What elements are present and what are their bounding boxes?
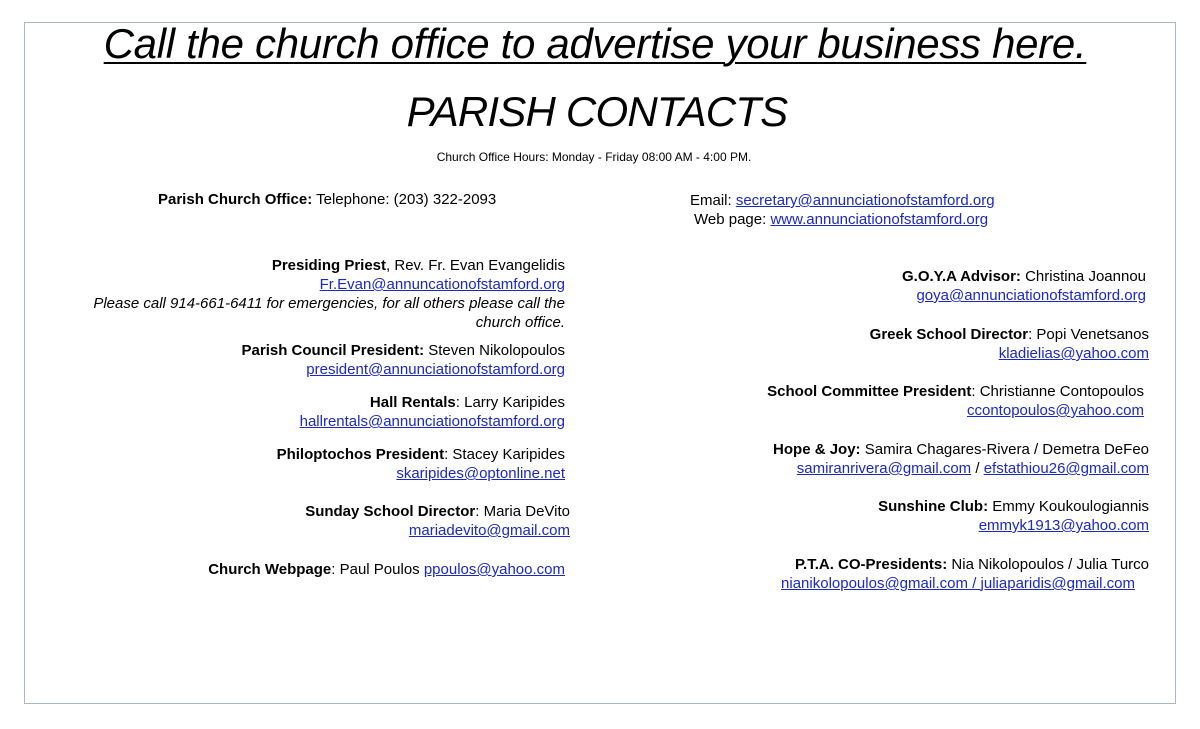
contact-name: : Paul Poulos bbox=[331, 561, 424, 578]
contact-name: : Maria DeVito bbox=[475, 503, 570, 520]
contact-email-link[interactable]: mariadevito@gmail.com bbox=[408, 522, 570, 539]
contact-name: Christina Joannou bbox=[1020, 268, 1146, 285]
contact-email-link[interactable]: skaripides@optonline.net bbox=[396, 465, 565, 482]
contact-email-link[interactable]: Fr.Evan@annuncationofstamford.org bbox=[319, 276, 565, 293]
contact-parish-council bbox=[242, 341, 565, 379]
contact-role: Hope & Joy: bbox=[773, 441, 861, 458]
office-web-link[interactable]: www.annunciationofstamford.org bbox=[770, 211, 989, 228]
office-email-link[interactable]: secretary@annunciationofstamford.org bbox=[735, 192, 995, 209]
contact-name: : Christianne Contopoulos bbox=[971, 383, 1144, 400]
contact-name: Nia Nikolopoulos / Julia Turco bbox=[947, 556, 1149, 573]
contact-name: , Rev. Fr. Evan Evangelidis bbox=[386, 257, 565, 274]
contact-email-link[interactable]: hallrentals@annunciationofstamford.org bbox=[299, 413, 565, 430]
office-phone-line bbox=[158, 190, 496, 209]
contact-church-webpage bbox=[208, 560, 565, 579]
email-separator: / bbox=[971, 460, 984, 477]
contact-name: : Larry Karipides bbox=[455, 394, 565, 411]
contact-role: Greek School Director bbox=[869, 326, 1029, 343]
office-label: Parish Church Office: bbox=[158, 191, 313, 208]
contact-role: Presiding Priest bbox=[271, 257, 387, 274]
contact-sunday-school bbox=[305, 502, 570, 540]
contact-role: Philoptochos President bbox=[276, 446, 445, 463]
contact-role: P.T.A. CO-Presidents: bbox=[794, 556, 948, 573]
contact-role: Church Webpage bbox=[208, 561, 332, 578]
contact-greek-school bbox=[870, 325, 1149, 363]
office-phone: Telephone: (203) 322-2093 bbox=[312, 191, 497, 208]
contact-name: : Stacey Karipides bbox=[444, 446, 565, 463]
contact-role: School Committee President bbox=[767, 383, 972, 400]
contact-name: : Popi Venetsanos bbox=[1028, 326, 1149, 343]
contact-role: Hall Rentals bbox=[369, 394, 456, 411]
contact-email-link[interactable]: samiranrivera@gmail.com bbox=[796, 460, 972, 477]
office-email-label: Email: bbox=[690, 192, 736, 209]
office-web-label: Web page: bbox=[694, 211, 771, 228]
contact-name: Samira Chagares-Rivera / Demetra DeFeo bbox=[860, 441, 1149, 458]
contact-philoptochos bbox=[277, 445, 565, 483]
email-separator: / bbox=[968, 575, 981, 592]
contact-presiding-priest bbox=[93, 256, 565, 332]
office-web-line bbox=[694, 210, 988, 229]
contact-email-link[interactable]: nianikolopoulos@gmail.com bbox=[781, 575, 969, 592]
contact-sunshine-club bbox=[878, 497, 1149, 535]
contact-email-link[interactable]: kladielias@yahoo.com bbox=[998, 345, 1149, 362]
contact-email-link[interactable]: ccontopoulos@yahoo.com bbox=[967, 402, 1144, 419]
contact-name: Emmy Koukoulogiannis bbox=[988, 498, 1149, 515]
contact-name: Steven Nikolopoulos bbox=[424, 342, 565, 359]
emergency-note: Please call 914-661-6411 for emergencies, for all others please call the bbox=[93, 295, 565, 312]
office-hours: Church Office Hours: Monday - Friday 08:00 AM - 4:00 PM. bbox=[436, 150, 752, 164]
advertise-banner: Call the church office to advertise your business here. bbox=[103, 20, 1087, 67]
contact-hall-rentals bbox=[300, 393, 565, 431]
contact-role: Parish Council President: bbox=[241, 342, 425, 359]
contact-email-link[interactable]: goya@annunciationofstamford.org bbox=[916, 287, 1146, 304]
contact-role: G.O.Y.A Advisor: bbox=[902, 268, 1021, 285]
contact-email-link[interactable]: juliaparidis@gmail.com bbox=[980, 575, 1135, 592]
contact-pta bbox=[781, 555, 1149, 593]
contact-email-link[interactable]: ppoulos@yahoo.com bbox=[423, 561, 565, 578]
contact-school-committee bbox=[767, 382, 1144, 420]
emergency-note-cont: church office. bbox=[475, 314, 565, 331]
contact-role: Sunday School Director bbox=[305, 503, 476, 520]
contact-hope-joy bbox=[773, 440, 1149, 478]
contact-role: Sunshine Club: bbox=[878, 498, 989, 515]
office-email-line bbox=[690, 191, 995, 210]
contact-email-link[interactable]: efstathiou26@gmail.com bbox=[983, 460, 1149, 477]
contact-email-link[interactable]: emmyk1913@yahoo.com bbox=[978, 517, 1149, 534]
page-title: PARISH CONTACTS bbox=[406, 88, 788, 135]
contact-goya bbox=[902, 267, 1146, 305]
contact-email-link[interactable]: president@annunciationofstamford.org bbox=[306, 361, 565, 378]
